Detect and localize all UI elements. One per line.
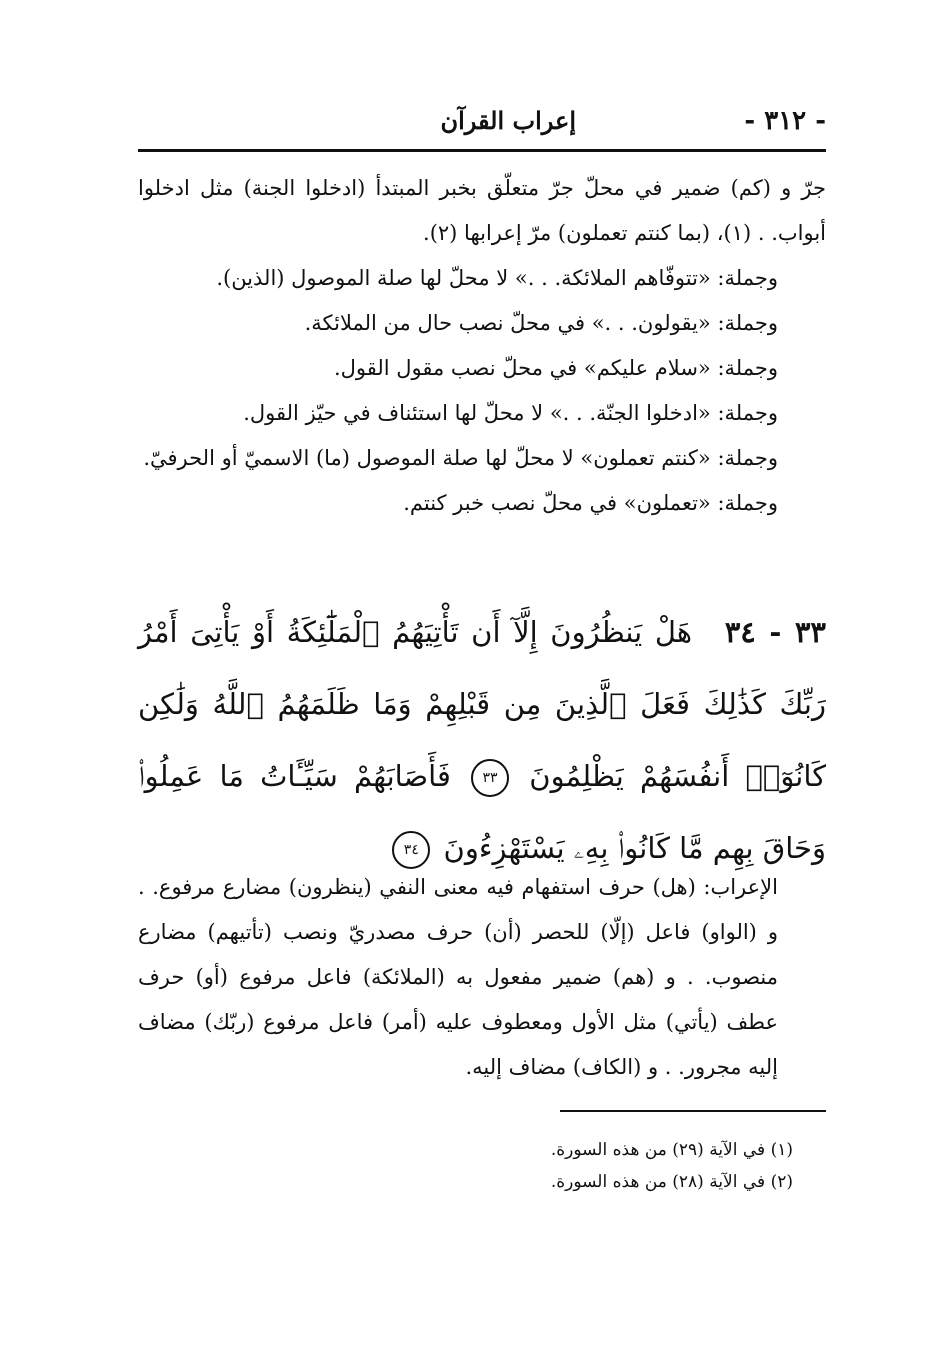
sentence-line: وجملة: «يقولون. . .» في محلّ نصب حال من الملائكة. <box>304 311 778 335</box>
ayah-end-marker: ٣٤ <box>392 831 430 869</box>
irab-section <box>138 865 826 1090</box>
sentence-line: وجملة: «تتوفّاهم الملائكة. . .» لا محلّ لها صلة الموصول (الذين). <box>216 266 778 290</box>
verse-text: هَلْ يَنظُرُونَ إِلَّآ أَن تَأْتِيَهُمُ ٱلْمَلَٰٓئِكَةُ أَوْ يَأْتِىَ أَمْرُ رَبِّكَ كَذَٰلِكَ فَعَلَ ٱلَّذِينَ مِن قَبْلِهِمْ وَمَا ظَلَمَهُمُ ٱللَّهُ وَلَٰكِن كَانُوٓا۟ أَنفُسَهُمْ يَظْلِمُونَ <box>138 615 827 793</box>
header-rule <box>138 149 826 152</box>
sentence-line: وجملة: «كنتم تعملون» لا محلّ لها صلة الموصول (ما) الاسميّ أو الحرفيّ. <box>143 446 778 470</box>
footnote: (٢) في الآية (٢٨) من هذه السورة. <box>550 1172 793 1192</box>
page-number: - ٣١٢ - <box>744 106 826 136</box>
paragraph: جرّ و (كم) ضمير في محلّ جرّ متعلّق بخبر المبتدأ (ادخلوا الجنة) مثل ادخلوا أبواب. . (١)، (بما كنتم تعملون) مرّ إعرابها (٢). <box>138 176 826 245</box>
sentence-line: وجملة: «تعملون» في محلّ نصب خبر كنتم. <box>403 491 778 515</box>
body-text <box>138 166 826 526</box>
quran-verse <box>138 596 826 884</box>
verse-text: فَأَصَابَهُمْ سَيِّـَٔاتُ مَا عَمِلُوا۟ وَحَاقَ بِهِم مَّا كَانُوا۟ بِهِۦ يَسْتَهْزِءُونَ <box>138 759 826 865</box>
footnote: (١) في الآية (٢٩) من هذه السورة. <box>550 1140 793 1160</box>
footnotes <box>551 1134 793 1198</box>
running-title: إعراب القرآن <box>440 106 576 135</box>
page-header <box>138 100 826 148</box>
footnote-rule <box>560 1110 826 1112</box>
irab-text: الإعراب: (هل) حرف استفهام فيه معنى النفي (ينظرون) مضارع مرفوع. . و (الواو) فاعل (إلّا) للحصر (أن) حرف مصدريّ ونصب (تأتيهم) مضارع منصوب. . و (هم) ضمير مفعول به (الملائكة) فاعل مرفوع (أو) حرف عطف (يأتي) مثل الأول ومعطوف عليه (أمر) فاعل مرفوع (ربّك) مضاف إليه مجرور. . و (الكاف) مضاف إليه. <box>138 875 778 1079</box>
sentence-line: وجملة: «ادخلوا الجنّة. . .» لا محلّ لها استئناف في حيّز القول. <box>243 401 778 425</box>
verse-number: ٣٣ - ٣٤ <box>724 615 827 649</box>
ayah-end-marker: ٣٣ <box>471 759 509 797</box>
sentence-line: وجملة: «سلام عليكم» في محلّ نصب مقول القول. <box>333 356 778 380</box>
